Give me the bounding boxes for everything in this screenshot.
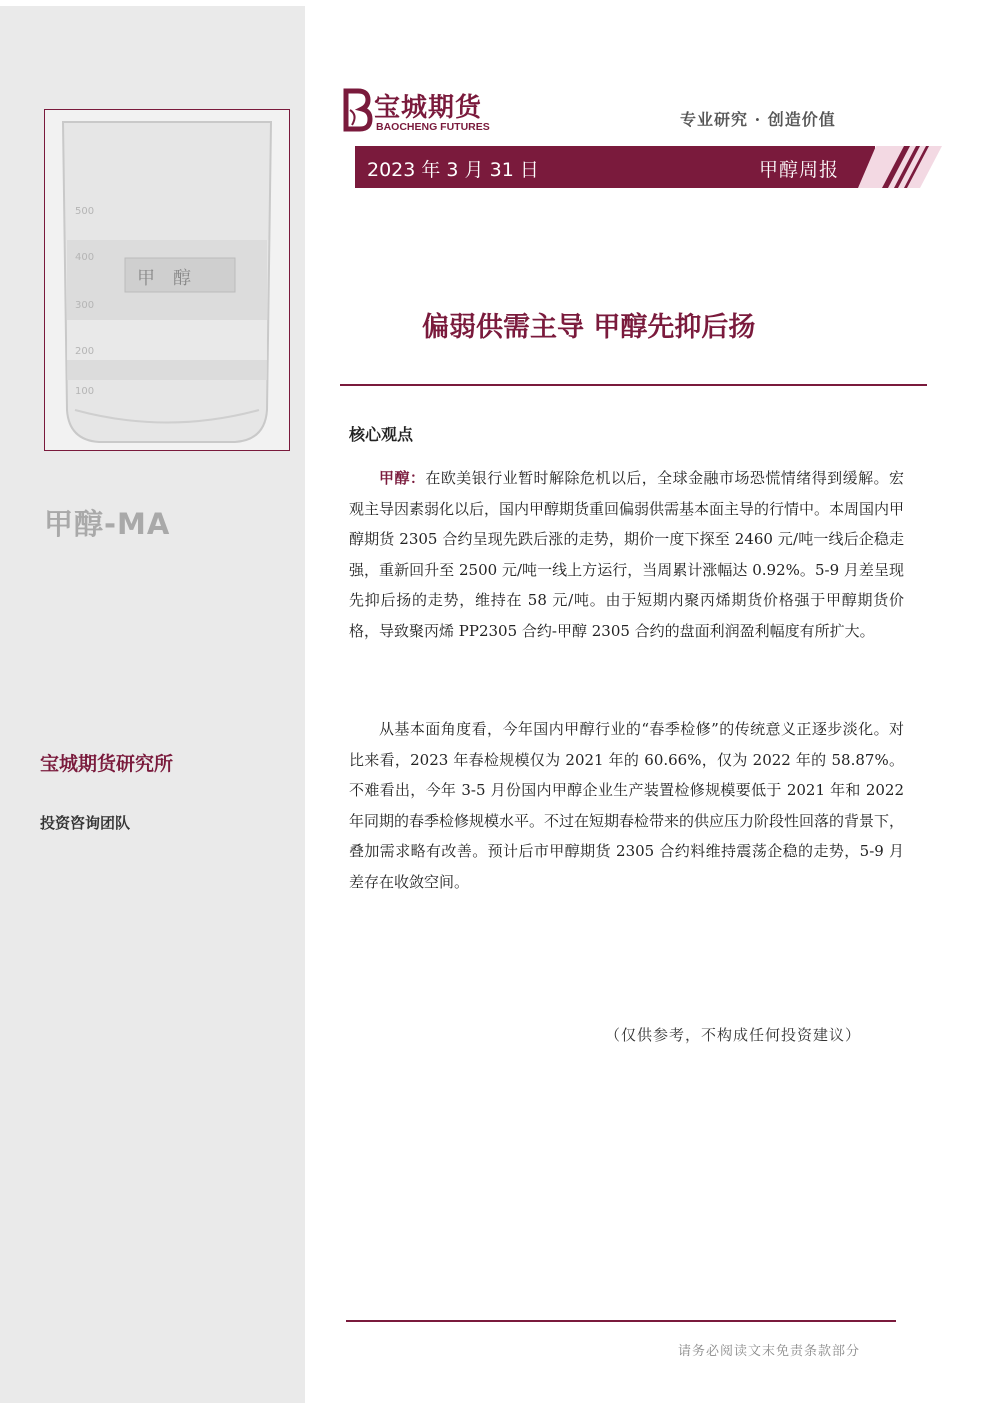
svg-text:500: 500 bbox=[75, 206, 95, 217]
beaker-label: 甲 醇 bbox=[137, 268, 191, 289]
team-name: 投资咨询团队 bbox=[40, 814, 131, 832]
paragraph-lead: 甲醇： bbox=[379, 469, 426, 487]
banner-stripes-decoration bbox=[858, 146, 942, 188]
report-headline: 偏弱供需主导 甲醇先抑后扬 bbox=[422, 312, 756, 343]
slogan: 专业研究 · 创造价值 bbox=[680, 110, 836, 129]
paragraph-fundamentals: 从基本面角度看，今年国内甲醇行业的“春季检修”的传统意义正逐步淡化。对比来看，2023 年春检规模仅为 2021 年的 60.66%，仅为 2022 年的 58.87%。不难看出，今年 3-5 月份国内甲醇企业生产装置检修规模要低于 2021 年和 2022 年同期的春季检修规模水平。不过在短期春检带来的供应压力阶段性回落的背景下，叠加需求略有改善。预计后市甲醇期货 2305 合约料维持震荡企稳的走势，5-9 月差存在收敛空间。 bbox=[349, 720, 905, 891]
report-date: 2023 年 3 月 31 日 bbox=[367, 159, 539, 181]
methanol-beaker-photo bbox=[44, 109, 290, 451]
footer-divider bbox=[346, 1320, 896, 1322]
institute-name: 宝城期货研究所 bbox=[40, 753, 174, 775]
logo-english: BAOCHENG FUTURES bbox=[376, 121, 490, 133]
divider bbox=[340, 384, 927, 386]
svg-text:100: 100 bbox=[75, 386, 95, 397]
company-logo bbox=[340, 85, 510, 135]
logo-chinese: 宝城期货 bbox=[374, 93, 483, 123]
footer-note: 请务必阅读文末免责条款部分 bbox=[678, 1344, 861, 1359]
section-title: 核心观点 bbox=[349, 425, 414, 444]
svg-text:400: 400 bbox=[75, 252, 95, 263]
svg-text:200: 200 bbox=[75, 346, 95, 357]
sidebar bbox=[0, 6, 305, 1403]
paragraph-text: 在欧美银行业暂时解除危机以后，全球金融市场恐慌情绪得到缓解。宏观主导因素弱化以后，国内甲醇期货重回偏弱供需基本面主导的行情中。本周国内甲醇期货 2305 合约呈现先跌后涨的走势，期价一度下探至 2460 元/吨一线后企稳走强，重新回升至 2500 元/吨一线上方运行，当周累计涨幅达 0.92%。5-9 月差呈现先抑后扬的走势，维持在 58 元/吨。由于短期内聚丙烯期货价格强于甲醇期货价格，导致聚丙烯 PP2305 合约-甲醇 2305 合约的盘面利润盈利幅度有所扩大。 bbox=[349, 469, 905, 640]
report-type: 甲醇周报 bbox=[758, 159, 839, 181]
product-name: 甲醇-MA bbox=[44, 507, 171, 541]
svg-text:300: 300 bbox=[75, 300, 95, 311]
date-banner bbox=[355, 146, 875, 188]
disclaimer: （仅供参考，不构成任何投资建议） bbox=[605, 1026, 862, 1044]
logo-b-icon bbox=[340, 85, 374, 135]
paragraph-summary bbox=[349, 463, 904, 646]
